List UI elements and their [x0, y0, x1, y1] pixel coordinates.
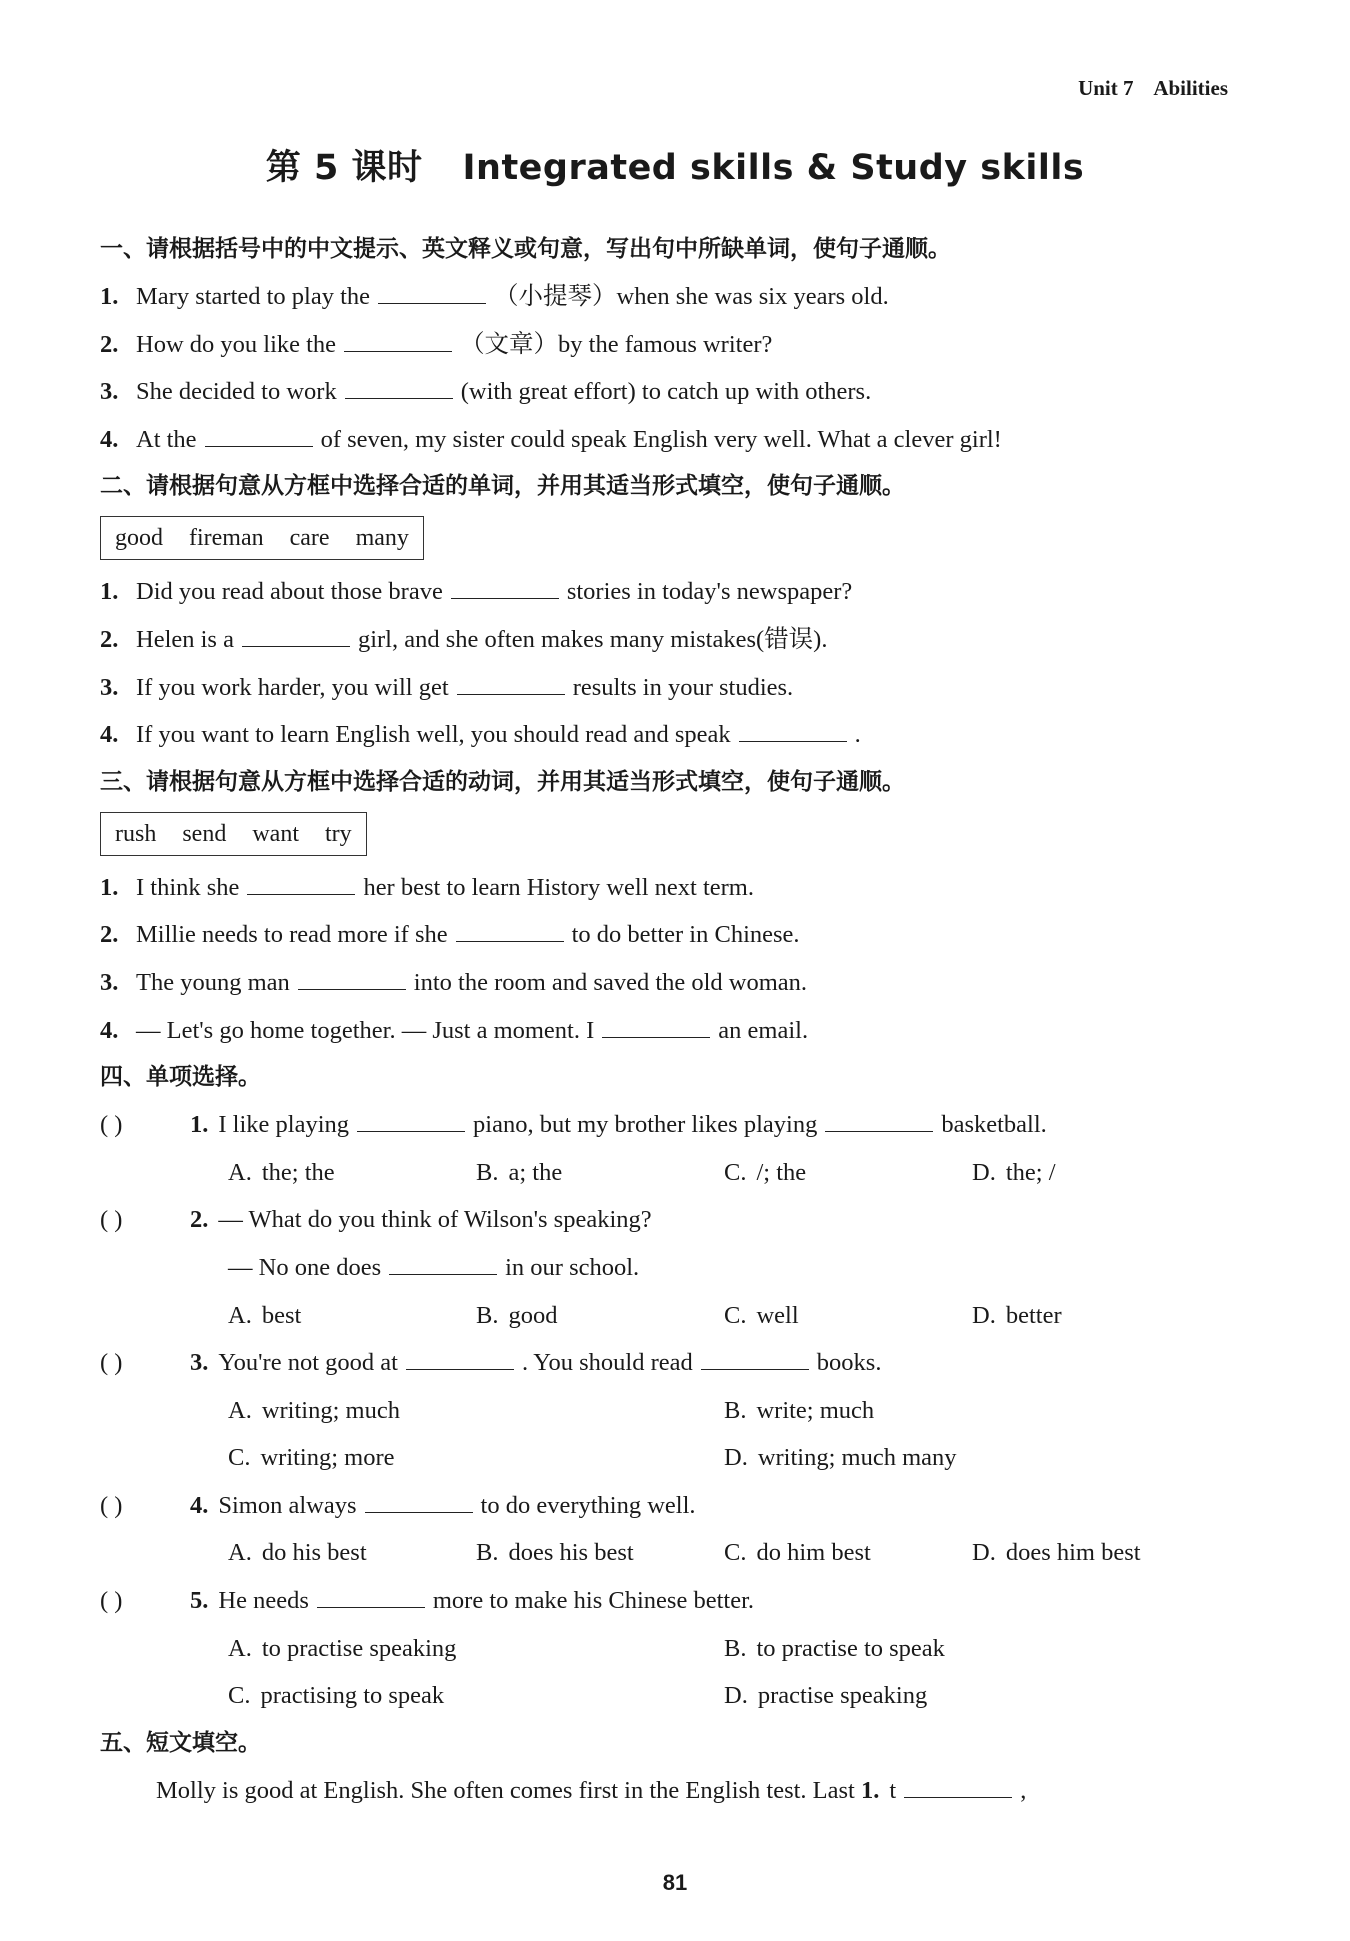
s3-item-1: 1. I think she her best to learn History well next term.	[100, 873, 754, 901]
section-5-heading: 五、短文填空。	[100, 1729, 261, 1756]
s3-item-4: 4. — Let's go home together. — Just a moment. I an email.	[100, 1016, 809, 1044]
s2-item-2: 2. Helen is a girl, and she often makes many mistakes(错误).	[100, 625, 828, 653]
option-d[interactable]: D. the; /	[972, 1158, 1056, 1186]
option-d[interactable]: D. practise speaking	[724, 1682, 928, 1710]
answer-blank	[317, 1589, 425, 1608]
exercise-content	[100, 226, 1240, 1814]
answer-blank[interactable]	[451, 580, 559, 599]
s1-item-3: 3. She decided to work (with great effort) to catch up with others.	[100, 378, 872, 406]
verb-bank-box: rush send want try	[100, 812, 367, 856]
answer-blank[interactable]	[345, 380, 453, 399]
s3-item-2: 2. Millie needs to read more if she to do better in Chinese.	[100, 921, 800, 949]
answer-blank	[825, 1113, 933, 1132]
answer-blank[interactable]	[205, 428, 313, 447]
s2-item-4: 4. If you want to learn English well, you should read and speak .	[100, 721, 861, 749]
option-a[interactable]: A. to practise speaking	[228, 1634, 457, 1662]
answer-blank	[701, 1351, 809, 1370]
option-c[interactable]: C. do him best	[724, 1539, 871, 1567]
answer-blank[interactable]	[456, 923, 564, 942]
option-b[interactable]: B. does his best	[476, 1539, 634, 1567]
answer-blank[interactable]	[904, 1779, 1012, 1798]
answer-blank[interactable]	[242, 628, 350, 647]
answer-blank[interactable]	[457, 676, 565, 695]
s2-item-3: 3. If you work harder, you will get results in your studies.	[100, 673, 794, 701]
page-number: 81	[662, 1870, 688, 1895]
option-c[interactable]: C. /; the	[724, 1158, 807, 1186]
mc-question-2: ( ) 2. — What do you think of Wilson's speaking? — No one does in our school. A. best B. good C. well D. better	[100, 1196, 1240, 1339]
answer-blank	[406, 1351, 514, 1370]
option-a[interactable]: A. writing; much	[228, 1396, 400, 1424]
option-c[interactable]: C. practising to speak	[228, 1682, 445, 1710]
s2-item-1: 1. Did you read about those brave stories in today's newspaper?	[100, 578, 853, 606]
answer-blank	[357, 1113, 465, 1132]
s1-item-2: 2. How do you like the （文章）by the famous writer?	[100, 330, 773, 358]
answer-blank[interactable]	[378, 285, 486, 304]
option-c[interactable]: C. well	[724, 1301, 799, 1329]
option-d[interactable]: D. does him best	[972, 1539, 1141, 1567]
mc-question-5: ( ) 5. He needs more to make his Chinese better. A. to practise speaking B. to practise to speak C. practising to speak D. practise speaking	[100, 1577, 1240, 1720]
option-a[interactable]: A. best	[228, 1301, 302, 1329]
option-b[interactable]: B. to practise to speak	[724, 1634, 945, 1662]
answer-parentheses[interactable]: ( )	[100, 1349, 123, 1377]
answer-blank[interactable]	[344, 333, 452, 352]
word-bank-box: good fireman care many	[100, 516, 424, 560]
section-4-heading: 四、单项选择。	[100, 1064, 261, 1091]
option-d[interactable]: D. writing; much many	[724, 1444, 957, 1472]
answer-blank[interactable]	[298, 971, 406, 990]
unit-header: Unit 7 Abilities	[1078, 76, 1228, 100]
s1-item-1: 1. Mary started to play the （小提琴）when she was six years old.	[100, 283, 889, 310]
mc-question-1: ( ) 1. I like playing piano, but my brother likes playing basketball. A. the; the B. a; the C. /; the D. the; /	[100, 1101, 1240, 1196]
option-b[interactable]: B. write; much	[724, 1396, 875, 1424]
lesson-number: 第 5 课时	[265, 148, 423, 188]
lesson-topic: Integrated skills & Study skills	[462, 148, 1085, 188]
option-a[interactable]: A. the; the	[228, 1158, 335, 1186]
mc-question-3: ( ) 3. You're not good at . You should read books. A. writing; much B. write; much C. writing; more D. writing; much many	[100, 1339, 1240, 1482]
lesson-title	[0, 140, 1350, 190]
s3-item-3: 3. The young man into the room and saved the old woman.	[100, 968, 808, 996]
mc-question-4: ( ) 4. Simon always to do everything well. A. do his best B. does his best C. do him best D. does him best	[100, 1482, 1240, 1577]
answer-blank	[389, 1256, 497, 1275]
answer-parentheses[interactable]: ( )	[100, 1587, 123, 1615]
s1-item-4: 4. At the of seven, my sister could speak English very well. What a clever girl!	[100, 425, 1002, 453]
answer-blank[interactable]	[247, 876, 355, 895]
answer-blank	[365, 1494, 473, 1513]
option-b[interactable]: B. a; the	[476, 1158, 563, 1186]
answer-parentheses[interactable]: ( )	[100, 1491, 123, 1519]
answer-blank[interactable]	[602, 1019, 710, 1038]
section-1-heading: 一、请根据括号中的中文提示、英文释义或句意，写出句中所缺单词，使句子通顺。	[100, 236, 951, 262]
section-2-heading: 二、请根据句意从方框中选择合适的单词，并用其适当形式填空，使句子通顺。	[100, 473, 905, 500]
section-3-heading: 三、请根据句意从方框中选择合适的动词，并用其适当形式填空，使句子通顺。	[100, 768, 905, 795]
option-d[interactable]: D. better	[972, 1301, 1062, 1329]
answer-parentheses[interactable]: ( )	[100, 1111, 123, 1139]
option-a[interactable]: A. do his best	[228, 1539, 367, 1567]
cloze-passage: Molly is good at English. She often comes first in the English test. Last 1. t ,	[156, 1776, 1027, 1804]
option-b[interactable]: B. good	[476, 1301, 558, 1329]
answer-blank[interactable]	[739, 723, 847, 742]
answer-parentheses[interactable]: ( )	[100, 1206, 123, 1234]
option-c[interactable]: C. writing; more	[228, 1444, 395, 1472]
